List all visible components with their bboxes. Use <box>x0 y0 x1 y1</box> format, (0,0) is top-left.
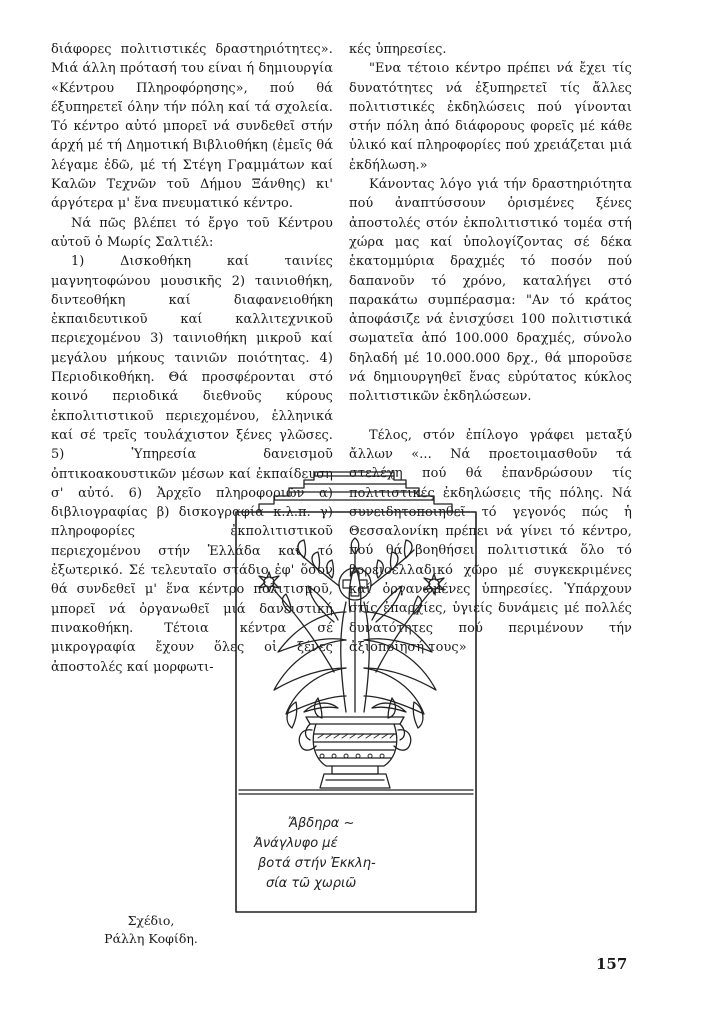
caption-line: Ράλλη Κοφίδη. <box>104 931 198 946</box>
handwriting-line: Ἀνάγλυφο μέ <box>254 836 338 851</box>
caption-line: Σχέδιο, <box>127 913 175 928</box>
paragraph: κές ὑπηρεσίες. <box>349 42 447 57</box>
paragraph: Κάνοντας λόγο γιά τήν δραστηριότητα πού ἀναπτύσσουν ὁρισμένες ξένες ἀποστολές στόν ἐκπολιτιστικό τομέα στή χώρα μας καί ὑπολογίζοντας σέ δέκα ἑκατομμύρια δραχμές τό ποσόν πού δαπανοῦν τό χρόνο, καταλήγει στό παρακάτω συμπέρασμα: "Αν τό κράτος ἀποφάσιζε νά ἐνισχύσει 100 πολιτιστικά σωματεῖα ἀπό 100.000 δραχμές, σύνολο δηλαδή μέ 10.000.000 δρχ., θά μποροῦσε νά δημιουργηθεῖ ἕνας εὐρύτατος κύκλος πολιτιστικῶν ἐκδηλώσεων. <box>349 177 632 405</box>
handwriting-line: βοτά στήν Ἐκκλη- <box>258 856 376 871</box>
figure-caption <box>76 912 226 948</box>
paragraph-epilogue: Τέλος, στόν ἐπίλογο γράφει μεταξύ ἄλλων «... Νά προετοιμασθοῦν τά στελέχη πού θά ἐπανδρώσουν τίς πολιτιστικές ἐκδηλώσεις τῆς πόλης. Νά συνειδητοποιηθεῖ τό γεγονός πώς ἡ Θεσσαλονίκη πρέπει νά γίνει τό κέντρο, πού θά βοηθήσει πολιτιστικά ὅλο τό βορειοελλαδικό χῶρο μέ συγκεκριμένες καί ὀργανωμένες ὑπηρεσίες. Ὑπάρχουν στίς ἐπαρχίες, ὑγιείς δυνάμεις μέ πολλές δυνατότητες πού περιμένουν τήν ἀξιοποίησή τους» <box>349 427 632 655</box>
handwritten-note <box>250 810 450 892</box>
paragraph-quote: "Ενα τέτοιο κέντρο πρέπει νά ἔχει τίς δυνατότητες νά ἐξυπηρετεῖ τίς ἄλλες πολιτιστικές ἐκδηλώσεις πού γίνονται στήν πόλη ἀπό διάφορους φορεῖς μέ κάθε ὑλικό καί πληροφορίες πού χρειάζεται μιά ἐκδήλωση.» <box>349 61 632 173</box>
paragraph: Νά πῶς βλέπει τό ἔργο τοῦ Κέντρου αὐτοῦ ὁ Μωρίς Σαλτιέλ: <box>51 215 333 250</box>
page-number: 157 <box>596 955 628 973</box>
paragraph: διάφορες πολιτιστικές δραστηριότητες». Μιά άλλη πρότασή του είναι ή δημιουργία «Κέντρου Πληροφόρησης», πού θά έξυπηρετεῖ όλην τήν πόλη καί τά σχολεία. Τό κέντρο αὐτό μπορεῖ νά συνδεθεῖ στήν άρχή μέ τή Δημοτική Βιβλιοθήκη (ἐμεῖς θά λέγαμε ἐδῶ, μέ τή Στέγη Γραμμάτων καί Καλῶν Τεχνῶν τοῦ Δήμου Ξάνθης) κι' άργότερα μ' ἕνα πνευματικό κέντρο. <box>51 42 333 212</box>
handwriting-line: Ἄβδηρα ~ <box>288 816 355 831</box>
handwriting-line: σία τῶ χωριῶ <box>266 876 357 891</box>
paragraph-numbered-list: 1) Δισκοθήκη καί ταινίες μαγνητοφώνου μουσικῆς 2) ταινιοθήκη, διντεοθήκη καί διαφανειοθήκη ἐκπαιδευτικοῦ καί καλλιτεχνικοῦ περιεχομένου 3) ταινιοθήκη μικροῦ καί μεγάλου μήκους ταινιῶν ποιότητας. 4) Περιοδικοθήκη. Θά προσφέρονται στό κοινό περιοδικά διεθνοῦς κύρους ἐκπολιτιστικοῦ περιεχομένου, ἑλληνικά καί σέ τρεῖς τουλάχιστον ξένες γλῶσες. 5) Ὑπηρεσία δανεισμοῦ ὀπτικοακουστικῶν μέσων καί ἐκπαίδευση σ' αὐτό. 6) Ἀρχεῖο πληροφοριῶν α) διβλιογραφίας β) δισκογραφία κ.λ.π. γ) πληροφορίες ἐκπολιτιστικοῦ περιεχομένου στήν Ἑλλάδα καί τό ἐξωτερικό. Σέ τελευταῖο στάδιο ἐφ' ὅσον θά συνδεθεῖ μ' ἕνα κέντρο πολιτισμοῦ, μπορεῖ νά ὀργανωθεῖ μιά δανειστική πινακοθήκη. Τέτοια κέντρα σέ μικρογραφία ἔχουν ὅλες οἱ ξένες ἀποστολές καί μορφωτι- <box>51 254 333 675</box>
